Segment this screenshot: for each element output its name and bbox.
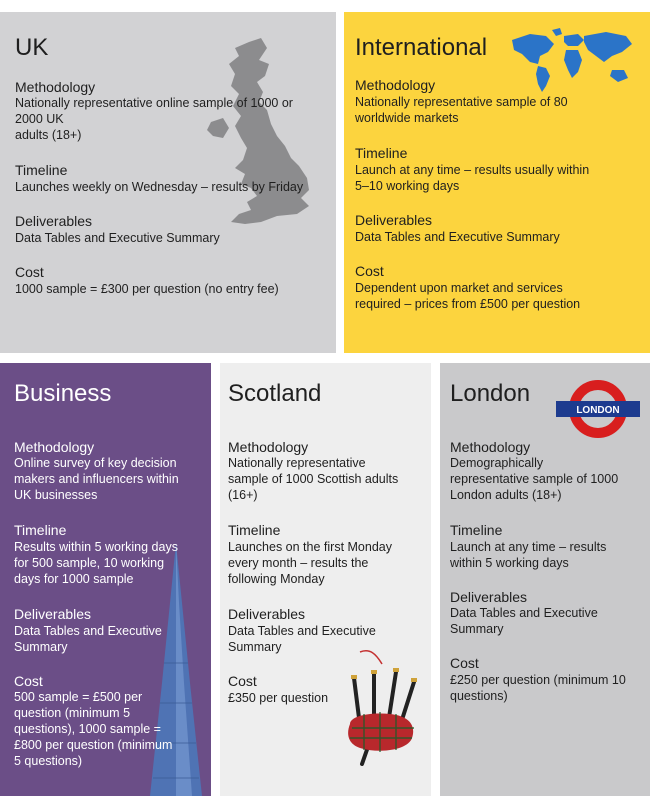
cost-text: 1000 sample = £300 per question (no entry fee): [15, 282, 279, 296]
timeline-text: Launches weekly on Wednesday – results by Friday: [15, 180, 304, 194]
timeline-text: Launches on the first Monday every month – results the following Monday: [228, 540, 392, 586]
methodology-text: Demographically representative sample of 1000 London adults (18+): [450, 456, 619, 502]
deliverables-text: Data Tables and Executive Summary: [355, 230, 560, 244]
methodology-text: Nationally representative online sample of 1000 or 2000 UK adults (18+): [15, 96, 293, 142]
scotland-panel: [220, 363, 431, 796]
timeline-text: Launch at any time – results usually within 5–10 working days: [355, 163, 590, 193]
deliverables-heading: Deliverables: [15, 213, 93, 229]
deliverables-heading: Deliverables: [450, 589, 528, 605]
timeline-heading: Timeline: [228, 522, 281, 538]
international-panel: [344, 12, 650, 353]
deliverables-text: Data Tables and Executive Summary: [450, 606, 598, 636]
london-panel: [440, 363, 650, 796]
deliverables-text: Data Tables and Executive Summary: [15, 231, 220, 245]
panel-title: International: [355, 34, 488, 61]
roundel-label: LONDON: [576, 405, 620, 416]
timeline-text: Launch at any time – results within 5 working days: [450, 540, 607, 570]
methodology-text: Nationally representative sample of 80 worldwide markets: [355, 95, 568, 125]
timeline-heading: Timeline: [355, 145, 408, 161]
cost-text: £350 per question: [228, 691, 329, 705]
cost-heading: Cost: [14, 673, 43, 689]
deliverables-text: Data Tables and Executive Summary: [228, 624, 376, 654]
deliverables-heading: Deliverables: [228, 606, 306, 622]
methodology-heading: Methodology: [450, 439, 531, 455]
cost-heading: Cost: [228, 673, 257, 689]
bagpipes-icon: [330, 646, 430, 766]
methodology-heading: Methodology: [15, 79, 96, 95]
world-map-icon: [508, 26, 638, 96]
cost-text: Dependent upon market and services required – prices from £500 per question: [355, 281, 581, 311]
methodology-heading: Methodology: [14, 439, 95, 455]
timeline-heading: Timeline: [14, 522, 67, 538]
uk-panel: [0, 12, 336, 353]
panel-title: UK: [15, 34, 49, 61]
panel-title: London: [450, 380, 531, 407]
deliverables-text: Data Tables and Executive Summary: [14, 624, 162, 654]
timeline-heading: Timeline: [450, 522, 503, 538]
business-panel: [0, 363, 211, 796]
panel-title: Business: [14, 380, 112, 407]
cost-heading: Cost: [450, 655, 479, 671]
methodology-heading: Methodology: [355, 77, 436, 93]
cost-heading: Cost: [355, 263, 384, 279]
cost-text: 500 sample = £500 per question (minimum 5 questions), 1000 sample = £800 per question (minimum 5 questions): [14, 690, 173, 768]
methodology-text: Online survey of key decision makers and influencers within UK businesses: [14, 456, 179, 502]
panel-title: Scotland: [228, 380, 322, 407]
underground-roundel-icon: [554, 377, 642, 441]
deliverables-heading: Deliverables: [14, 606, 92, 622]
timeline-heading: Timeline: [15, 162, 68, 178]
methodology-text: Nationally representative sample of 1000 Scottish adults (16+): [228, 456, 399, 502]
cost-heading: Cost: [15, 264, 44, 280]
deliverables-heading: Deliverables: [355, 212, 433, 228]
cost-text: £250 per question (minimum 10 questions): [450, 673, 626, 703]
methodology-heading: Methodology: [228, 439, 309, 455]
timeline-text: Results within 5 working days for 500 sample, 10 working days for 1000 sample: [14, 540, 178, 586]
